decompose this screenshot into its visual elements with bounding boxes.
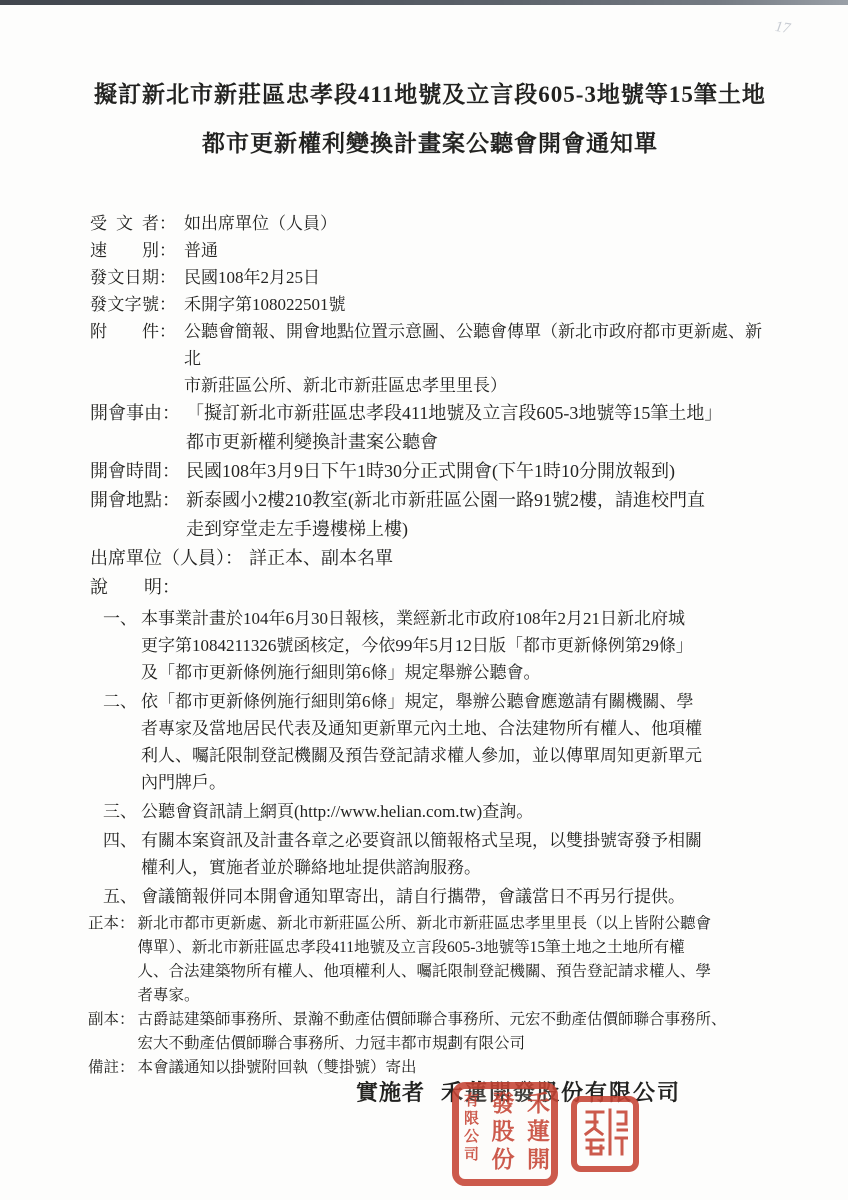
note-1: [103, 605, 770, 686]
field-attachments-value-line-1: 公聽會簡報、開會地點位置示意圖、公聽會傳單（新北市政府都市更新處、新北: [184, 322, 762, 368]
meeting-time-value: 民國108年3月9日下午1時30分正式開會(下午1時10分開放報到): [186, 461, 675, 481]
dist-original-label: 正本：: [88, 915, 135, 932]
dist-copy-line-1: 古爵誌建築師事務所、景瀚不動產估價師聯合事務所、元宏不動產估價師聯合事務所、: [137, 1011, 727, 1028]
company-seal: [452, 1082, 558, 1186]
title-line-1: 擬訂新北市新莊區忠孝段411地號及立言段605-3地號等15筆土地: [94, 82, 766, 107]
field-recipient-value: 如出席單位（人員）: [184, 214, 337, 233]
note-4-line-1: 有關本案資訊及計畫各章之必要資訊以簡報格式呈現，以雙掛號寄發予相關: [141, 831, 702, 850]
personal-name-seal: [571, 1096, 639, 1172]
note-2-number: 二、: [103, 692, 137, 711]
note-5-line-1: 會議簡報併同本開會通知單寄出，請自行攜帶，會議當日不再另行提供。: [141, 887, 685, 906]
title-line-2: 都市更新權利變換計畫案公聽會開會通知單: [202, 131, 658, 156]
note-4: [103, 827, 770, 881]
meeting-location-line-2: 走到穿堂走左手邊樓梯上樓): [186, 519, 408, 539]
note-1-line-1: 本事業計畫於104年6月30日報核，業經新北市政府108年2月21日新北府城: [141, 609, 685, 628]
dist-remark: [88, 1056, 770, 1080]
note-4-number: 四、: [103, 831, 137, 850]
field-issue-date-value: 民國108年2月25日: [184, 268, 320, 287]
note-2-line-2: 者專家及當地居民代表及通知更新單元內土地、合法建物所有權人、他項權: [141, 719, 702, 738]
field-recipient-label: 受文者：: [90, 214, 176, 233]
dist-original-line-3: 人、合法建築物所有權人、他項權利人、囑託限制登記機關、預告登記請求權人、學: [137, 963, 712, 980]
field-meeting-time: [90, 457, 770, 486]
note-2: [103, 688, 770, 796]
meeting-location-line-1: 新泰國小2樓210教室(新北市新莊區公園一路91號2樓，請進校門直: [186, 490, 705, 510]
meeting-fields: [90, 399, 770, 602]
field-issue-date-label: 發文日期：: [90, 268, 176, 287]
dist-copy-label: 副本：: [88, 1011, 135, 1028]
explanation-heading-label: 說明：: [90, 577, 180, 597]
pencil-annotation: 17: [773, 18, 792, 38]
field-speed-value: 普通: [184, 241, 218, 260]
field-meeting-subject-label: 開會事由：: [90, 403, 180, 423]
field-meeting-location-label: 開會地點：: [90, 490, 180, 510]
note-1-line-3: 及「都市更新條例施行細則第6條」規定舉辦公聽會。: [141, 663, 541, 682]
note-3-line-1: 公聽會資訊請上網頁(http://www.helian.com.tw)查詢。: [141, 802, 534, 821]
company-seal-column-3: 有限公司: [462, 1092, 478, 1164]
dist-remark-line-1: 本會議通知以掛號附回執（雙掛號）寄出: [137, 1059, 417, 1076]
field-recipient: [90, 210, 770, 237]
note-5-number: 五、: [103, 887, 137, 906]
note-3: [103, 798, 770, 825]
note-2-line-1: 依「都市更新條例施行細則第6條」規定，舉辦公聽會應邀請有關機關、學: [141, 692, 694, 711]
explanation-notes: [90, 605, 770, 910]
field-issue-date: [90, 264, 770, 291]
field-attachments: [90, 318, 770, 399]
note-2-line-3: 利人、囑託限制登記機關及預告登記請求權人參加，並以傳單周知更新單元: [141, 746, 702, 765]
field-attachments-label: 附件：: [90, 322, 176, 341]
document-content: [0, 70, 848, 1106]
implementer-label: 實施者: [356, 1080, 426, 1105]
field-doc-number-value: 禾開字第108022501號: [184, 295, 346, 314]
note-4-line-2: 權利人，實施者並於聯絡地址提供諮詢服務。: [141, 858, 481, 877]
attendees-value: 詳正本、副本名單: [249, 548, 393, 568]
note-5: [103, 883, 770, 910]
dist-remark-label: 備註：: [88, 1059, 135, 1076]
company-seal-column-2: 發股份: [488, 1091, 514, 1175]
field-doc-number-label: 發文字號：: [90, 295, 176, 314]
field-meeting-time-label: 開會時間：: [90, 461, 180, 481]
implementer-company: 禾蓮開發股份有限公司: [441, 1080, 682, 1105]
field-meeting-location: [90, 486, 770, 544]
field-doc-number: [90, 291, 770, 318]
dist-original-line-2: 傳單）、新北市新莊區忠孝段411地號及立言段605-3地號等15筆土地之土地所有權: [137, 939, 685, 956]
field-speed-label: 速別：: [90, 241, 176, 260]
dist-original-line-1: 新北市都市更新處、新北市新莊區公所、新北市新莊區忠孝里里長（以上皆附公聽會: [137, 915, 712, 932]
meeting-subject-line-1: 「擬訂新北市新莊區忠孝段411地號及立言段605-3地號等15筆土地」: [186, 403, 723, 423]
dist-original: [88, 912, 770, 1008]
field-meeting-subject: [90, 399, 770, 457]
meeting-subject-line-2: 都市更新權利變換計畫案公聽會: [186, 432, 438, 452]
header-fields: [90, 210, 770, 399]
field-attendees: [90, 544, 770, 573]
dist-original-line-4: 者專家。: [137, 987, 200, 1004]
company-seal-column-1: 禾蓮開: [524, 1091, 549, 1175]
scan-edge-artifact: [0, 0, 848, 5]
field-explanation-heading: [90, 573, 770, 602]
dist-copy: [88, 1008, 770, 1056]
field-speed: [90, 237, 770, 264]
document-title: [90, 70, 770, 168]
note-1-number: 一、: [103, 609, 137, 628]
distribution-list: [88, 912, 770, 1080]
field-attachments-value-line-2: 市新莊區公所、新北市新莊區忠孝里里長）: [184, 376, 507, 395]
note-3-number: 三、: [103, 802, 137, 821]
personal-name-seal-glyphs: [582, 1106, 628, 1158]
field-attendees-label: 出席單位（人員）：: [90, 548, 243, 568]
implementer-line: [356, 1080, 770, 1106]
note-1-line-2: 更字第1084211326號函核定，今依99年5月12日版「都市更新條例第29條」: [141, 636, 693, 655]
dist-copy-line-2: 宏大不動產估價師聯合事務所、力冠丰都市規劃有限公司: [137, 1035, 526, 1052]
note-2-line-4: 內門牌戶。: [141, 773, 226, 792]
